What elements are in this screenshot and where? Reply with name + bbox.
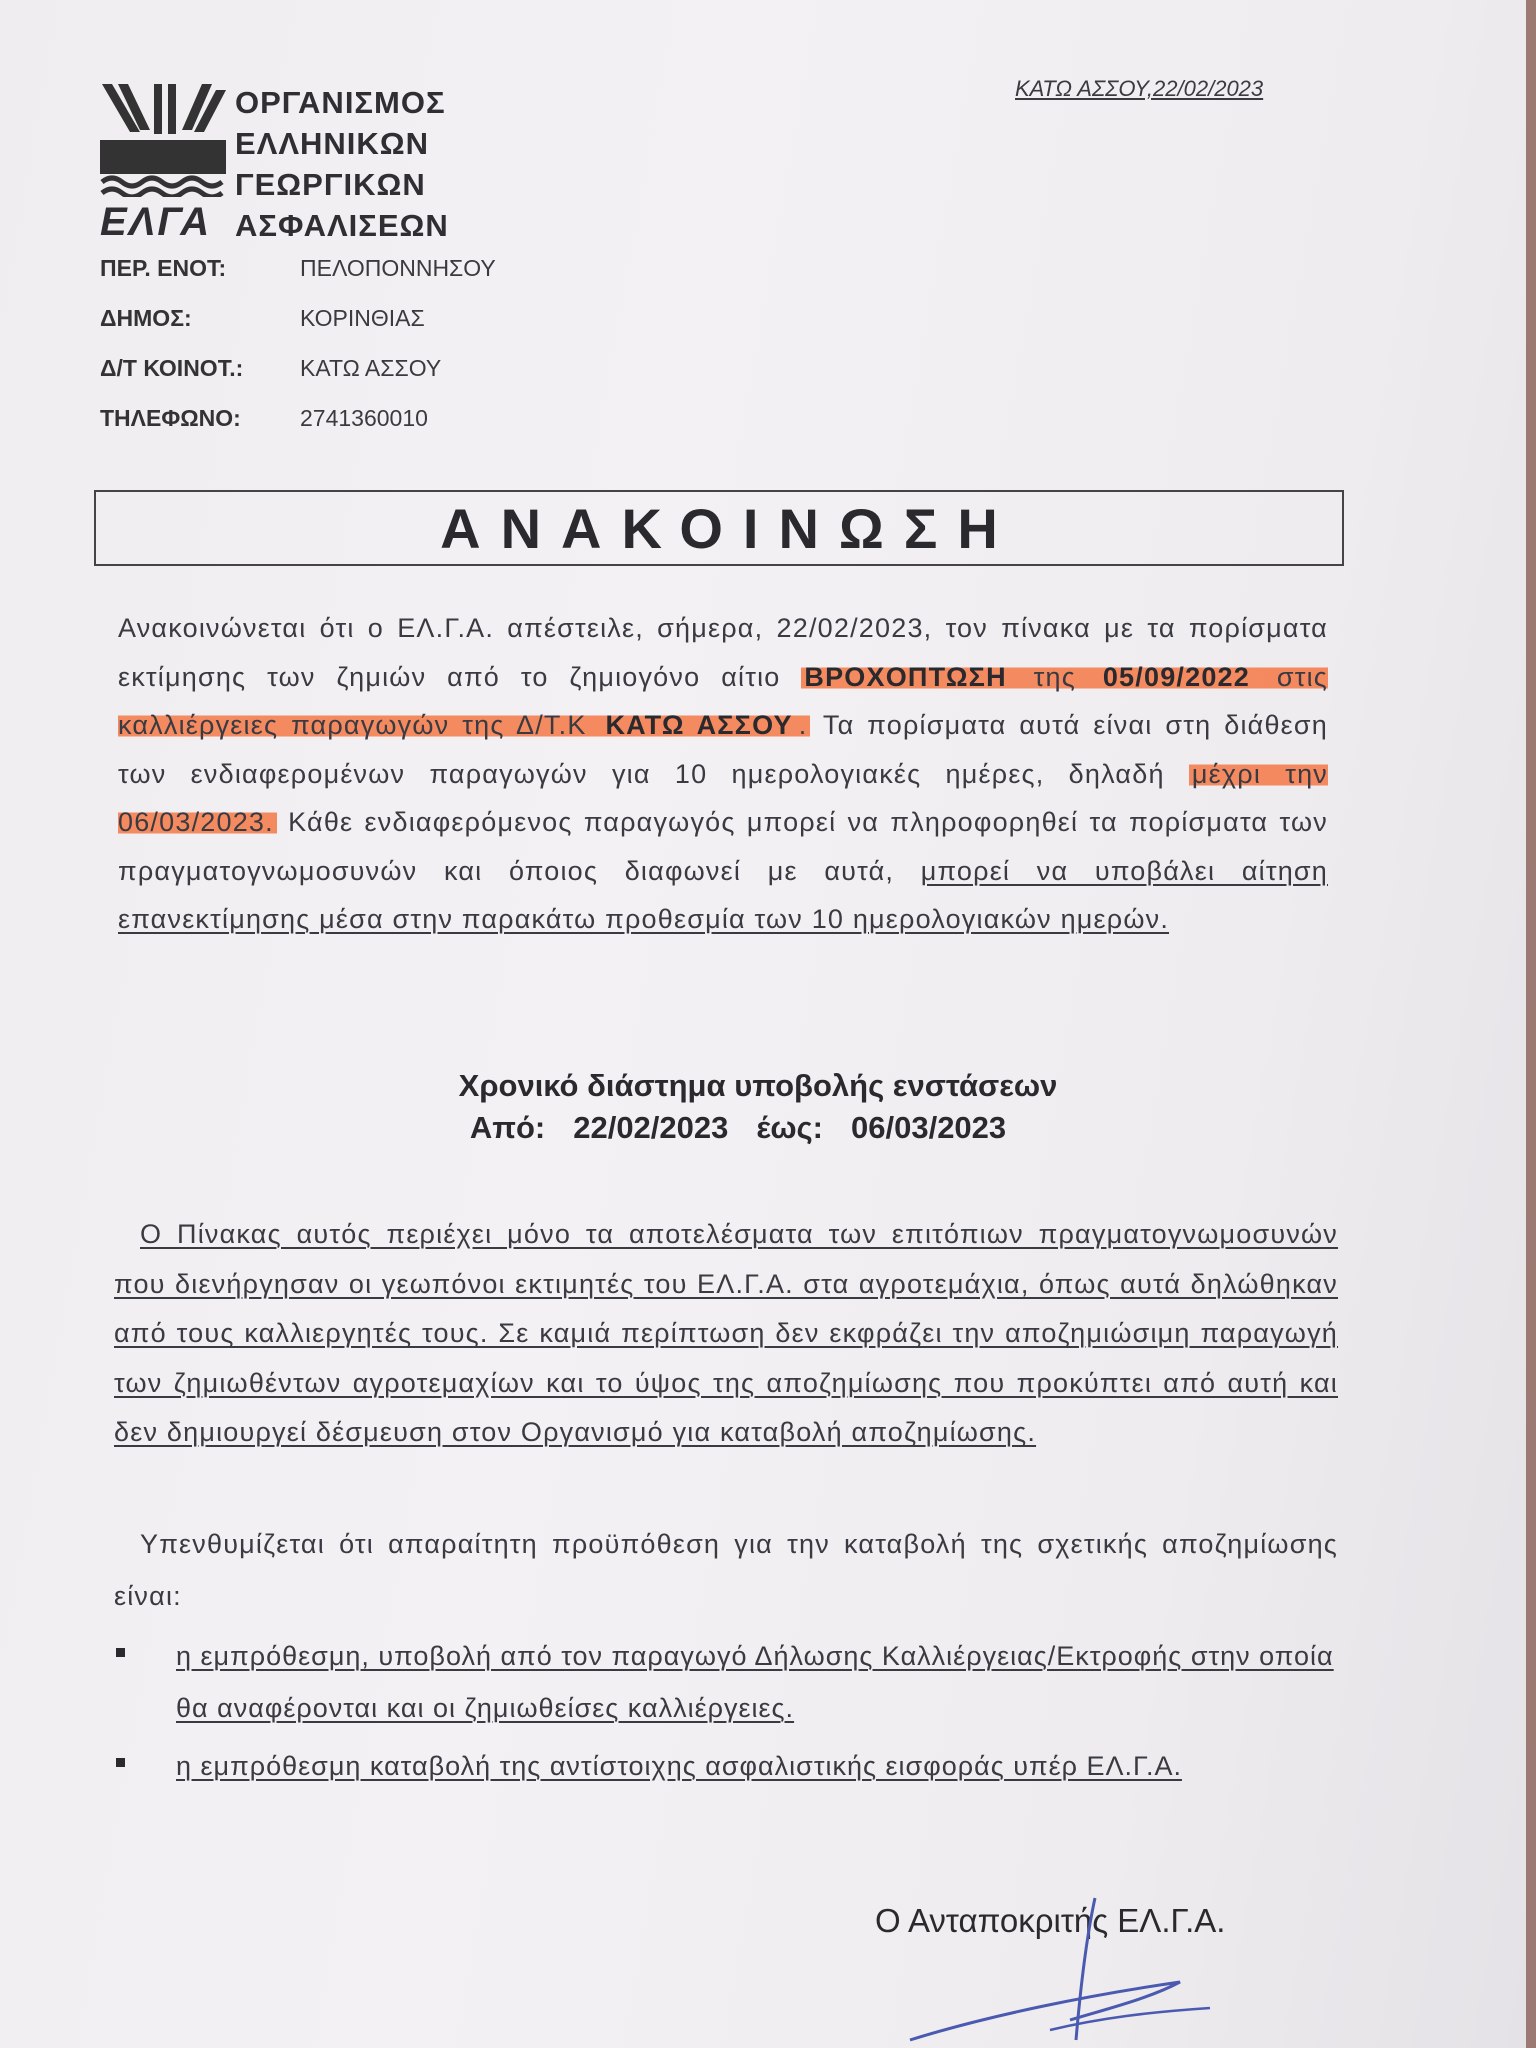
community-name: ΚΑΤΩ ΑΣΣΟΥ [602, 710, 795, 740]
organization-name [235, 82, 449, 246]
title-box [94, 490, 1344, 566]
paragraph-text: Ανακοινώνεται ότι ο ΕΛ.Γ.Α. απέστειλε, σήμερα, 22/02/2023, τον πίνακα με τα πορίσματα εκτίμησης των ζημιών από το ζημιογόνο αίτιο [118, 613, 1328, 692]
organization-acronym: ΕΛΓΑ [100, 200, 212, 244]
underlined-text: μπορεί να υποβάλει αίτηση επανεκτίμησης μέσα στην παρακάτω προθεσμία των 10 ημερολογιακών ημερών. [118, 855, 1328, 934]
bullet-icon [116, 1758, 125, 1767]
bullet-icon [116, 1648, 125, 1657]
info-value: ΚΑΤΩ ΑΣΣΟΥ [300, 355, 442, 381]
deadline: μέχρι την 06/03/2023. [118, 758, 1329, 837]
from-date: 22/02/2023 [573, 1110, 729, 1145]
reminder-paragraph: Υπενθυμίζεται ότι απαραίτητη προϋπόθεση για την καταβολή της σχετικής αποζημίωσης είναι: [114, 1529, 1338, 1611]
to-date: 06/03/2023 [851, 1110, 1007, 1145]
list-item-text: η εμπρόθεσμη, υποβολή από τον παραγωγό Δήλωσης Καλλιέργειας/Εκτροφής στην οποία θα αναφέρονται και οι ζημιωθείσες καλλιέργειες. [176, 1641, 1334, 1723]
requirements-list [114, 1630, 1354, 1798]
elga-logo [100, 82, 449, 244]
paragraph-text: . [796, 710, 811, 740]
from-label: Από: [469, 1110, 546, 1145]
signature-icon [850, 1890, 1250, 2048]
damage-cause: ΒΡΟΧΟΠΤΩΣΗ [801, 662, 1009, 692]
organization-name-line: ΕΛΛΗΝΙΚΩΝ [235, 126, 430, 161]
elga-logo-icon [100, 82, 228, 197]
announcement-paragraph [118, 604, 1328, 944]
list-item [114, 1740, 1354, 1792]
info-value: ΚΟΡΙΝΘΙΑΣ [300, 305, 425, 331]
to-label: έως: [756, 1110, 823, 1145]
info-label: Δ/Τ ΚΟΙΝΟΤ.: [100, 355, 244, 381]
page-title: ΑΝΑΚΟΙΝΩΣΗ [440, 496, 1018, 560]
paragraph-text: στις καλλιέργειες παραγωγών της Δ/Τ.Κ [118, 661, 1329, 740]
info-value: ΠΕΛΟΠΟΝΝΗΣΟΥ [300, 255, 496, 281]
objection-period-range [0, 1110, 1506, 1146]
organization-name-line: ΟΡΓΑΝΙΣΜΟΣ [235, 85, 446, 120]
paragraph-text: Τα πορίσματα αυτά είναι στη διάθεση των ενδιαφερομένων παραγωγών για 10 ημερολογιακές ημέρες, δηλαδή [118, 710, 1328, 789]
info-label: ΔΗΜΟΣ: [100, 305, 192, 331]
document-date: ΚΑΤΩ ΑΣΣΟΥ,22/02/2023 [1015, 76, 1264, 101]
disclaimer-paragraph: Ο Πίνακας αυτός περιέχει μόνο τα αποτελέσματα των επιτόπιων πραγματογνωμοσυνών που διενήργησαν οι γεωπόνοι εκτιμητές του ΕΛ.Γ.Α. στα αγροτεμάχια, όπως αυτά δηλώθηκαν από τους καλλιεργητές τους. Σε καμιά περίπτωση δεν εκφράζει την αποζημιώσιμη παραγωγή των ζημιωθέντων αγροτεμαχίων και το ύψος της αποζημίωσης που προκύπτει από αυτή και δεν δημιουργεί δέσμευση στον Οργανισμό για καταβολή αποζημίωσης. [114, 1219, 1338, 1448]
organization-name-line: ΑΣΦΑΛΙΣΕΩΝ [235, 208, 449, 243]
list-item [114, 1630, 1354, 1734]
paragraph-text: της [1010, 662, 1100, 692]
objection-period-title: Χρονικό διάστημα υποβολής ενστάσεων [458, 1068, 1058, 1103]
info-label: ΤΗΛΕΦΩΝΟ: [100, 405, 241, 431]
page-edge [1526, 0, 1536, 2048]
paragraph-text: Κάθε ενδιαφερόμενος παραγωγός μπορεί να πληροφορηθεί τα πορίσματα των πραγματογνωμοσυνών και όποιος διαφωνεί με αυτά, [118, 807, 1328, 886]
list-item-text: η εμπρόθεσμη καταβολή της αντίστοιχης ασφαλιστικής εισφοράς υπέρ ΕΛ.Γ.Α. [176, 1751, 1182, 1781]
event-date: 05/09/2022 [1100, 662, 1253, 692]
info-label: ΠΕΡ. ΕΝΟΤ: [100, 255, 227, 281]
organization-name-line: ΓΕΩΡΓΙΚΩΝ [235, 167, 426, 202]
info-value: 2741360010 [300, 405, 428, 431]
signatory: Ο Ανταποκριτής ΕΛ.Γ.Α. [875, 1902, 1226, 1939]
